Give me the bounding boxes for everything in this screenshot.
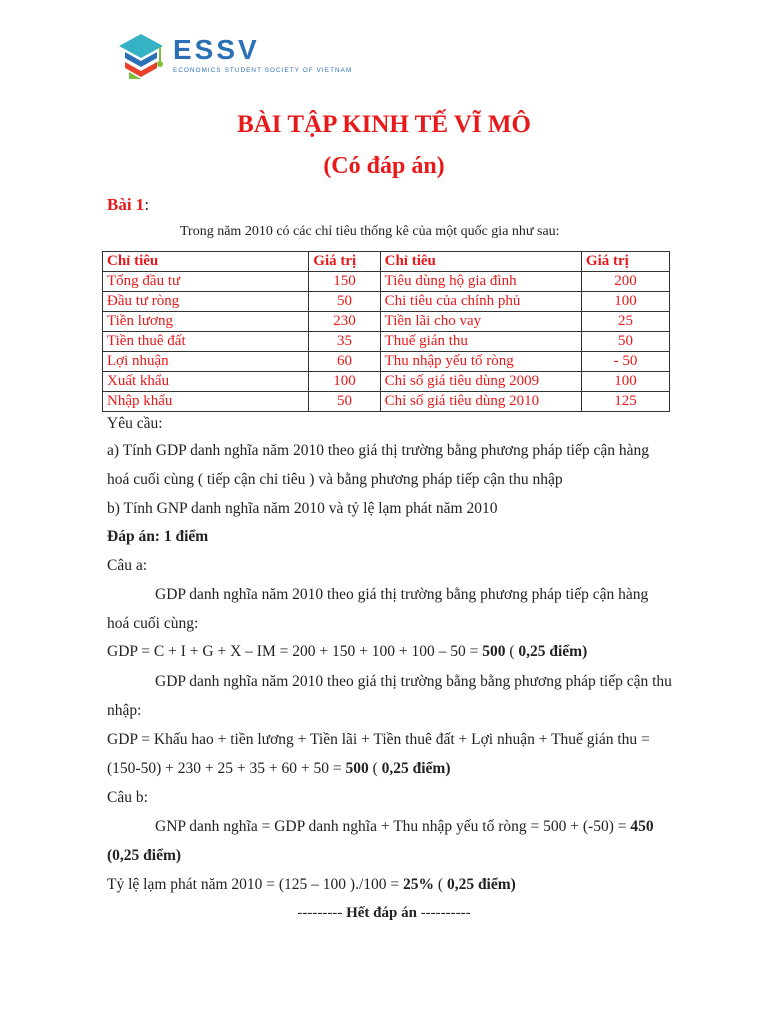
answer-a-formula-1 bbox=[107, 643, 587, 661]
answer-a-explanation-1: GDP danh nghĩa năm 2010 theo giá thị trường bằng phương pháp tiếp cận hàng bbox=[155, 586, 649, 603]
table-cell: Chi tiêu của chính phủ bbox=[380, 292, 581, 312]
table-cell: Tiêu dùng hộ gia đình bbox=[380, 272, 581, 292]
answer-a-explanation-2: GDP danh nghĩa năm 2010 theo giá thị trường bằng bằng phương pháp tiếp cận thu bbox=[155, 673, 672, 690]
table-cell: 60 bbox=[309, 352, 380, 372]
requirement-a-line-1: a) Tính GDP danh nghĩa năm 2010 theo giá thị trường bằng phương pháp tiếp cận hàng bbox=[107, 442, 650, 459]
answer-b-formula-1 bbox=[155, 818, 654, 836]
table-cell: Xuất khẩu bbox=[103, 372, 309, 392]
score: 0,25 điểm) bbox=[381, 760, 451, 777]
answer-b-formula-2 bbox=[107, 876, 516, 894]
logo-name: ESSV bbox=[173, 34, 260, 65]
formula-text: GNP danh nghĩa = GDP danh nghĩa + Thu nhập yếu tố ròng = 500 + (-50) = bbox=[155, 818, 631, 835]
exercise-intro: Trong năm 2010 có các chỉ tiêu thống kê của một quốc gia như sau: bbox=[180, 224, 560, 239]
table-header: Chỉ tiêu bbox=[380, 252, 581, 272]
end-label: Hết đáp án bbox=[346, 905, 417, 921]
exercise-number: Bài 1 bbox=[107, 195, 145, 214]
table-cell: Nhập khẩu bbox=[103, 392, 309, 412]
table-cell: 125 bbox=[581, 392, 669, 412]
formula-text: Tỷ lệ lạm phát năm 2010 = (125 – 100 )./100 = bbox=[107, 876, 404, 893]
table-cell: 100 bbox=[581, 372, 669, 392]
formula-result: 500 bbox=[345, 760, 369, 777]
table-row bbox=[103, 332, 670, 352]
table-row bbox=[103, 272, 670, 292]
end-dashes-left: --------- bbox=[297, 905, 347, 921]
score: 0,25 điểm) bbox=[518, 643, 588, 660]
essv-logo bbox=[115, 30, 375, 82]
formula-result: 500 bbox=[482, 643, 506, 660]
table-header-row bbox=[103, 252, 670, 272]
table-cell: 100 bbox=[581, 292, 669, 312]
table-row bbox=[103, 372, 670, 392]
table-cell: Thu nhập yếu tố ròng bbox=[380, 352, 581, 372]
table-cell: 200 bbox=[581, 272, 669, 292]
table-cell: 50 bbox=[309, 292, 380, 312]
answer-end-marker bbox=[0, 905, 768, 922]
table-row bbox=[103, 312, 670, 332]
table-row bbox=[103, 352, 670, 372]
table-row bbox=[103, 292, 670, 312]
table-cell: Tiền lương bbox=[103, 312, 309, 332]
table-row bbox=[103, 392, 670, 412]
answer-b-score-1 bbox=[107, 847, 181, 865]
exercise-label bbox=[107, 195, 149, 215]
answer-part-b: Câu b: bbox=[107, 789, 148, 806]
table-cell: Tổng đầu tư bbox=[103, 272, 309, 292]
answer-part-a: Câu a: bbox=[107, 557, 148, 574]
table-cell: Chỉ số giá tiêu dùng 2010 bbox=[380, 392, 581, 412]
essv-logo-icon bbox=[115, 30, 167, 82]
score: 0,25 điểm) bbox=[446, 876, 516, 893]
answer-a-formula-2b bbox=[107, 760, 451, 778]
table-cell: Đầu tư ròng bbox=[103, 292, 309, 312]
table-cell: 230 bbox=[309, 312, 380, 332]
statistics-table bbox=[102, 251, 670, 412]
document-subtitle: (Có đáp án) bbox=[323, 153, 445, 179]
formula-result: 450 bbox=[630, 818, 654, 835]
end-dashes-right: ---------- bbox=[416, 905, 471, 921]
table-cell: 35 bbox=[309, 332, 380, 352]
table-cell: 50 bbox=[581, 332, 669, 352]
formula-result: 25% bbox=[403, 876, 435, 893]
table-header: Chỉ tiêu bbox=[103, 252, 309, 272]
requirement-a-line-2: hoá cuối cùng ( tiếp cận chi tiêu ) và bằng phương pháp tiếp cận thu nhập bbox=[107, 471, 563, 488]
requirements-label: Yêu cầu: bbox=[107, 415, 163, 432]
open-paren: ( bbox=[434, 876, 447, 893]
table-cell: Tiền lãi cho vay bbox=[380, 312, 581, 332]
answer-a-explanation-1b: hoá cuối cùng: bbox=[107, 615, 199, 632]
requirement-b: b) Tính GNP danh nghĩa năm 2010 và tỷ lệ lạm phát năm 2010 bbox=[107, 500, 498, 517]
table-cell: - 50 bbox=[581, 352, 669, 372]
table-cell: 100 bbox=[309, 372, 380, 392]
document-title: BÀI TẬP KINH TẾ VĨ MÔ bbox=[237, 111, 531, 138]
open-paren: ( bbox=[505, 643, 519, 660]
table-header: Giá trị bbox=[309, 252, 380, 272]
open-paren: ( bbox=[368, 760, 382, 777]
answer-a-formula-2: GDP = Khấu hao + tiền lương + Tiền lãi + Tiền thuê đất + Lợi nhuận + Thuế gián thu = bbox=[107, 731, 650, 748]
formula-text: (150-50) + 230 + 25 + 35 + 60 + 50 = bbox=[107, 760, 346, 777]
table-cell: Tiền thuê đất bbox=[103, 332, 309, 352]
table-cell: Chỉ số giá tiêu dùng 2009 bbox=[380, 372, 581, 392]
formula-text: GDP = C + I + G + X – IM = 200 + 150 + 100 + 100 – 50 = bbox=[107, 643, 483, 660]
answer-heading-text: Đáp án: 1 điểm bbox=[107, 528, 209, 545]
table-cell: Lợi nhuận bbox=[103, 352, 309, 372]
table-cell: 25 bbox=[581, 312, 669, 332]
table-cell: 150 bbox=[309, 272, 380, 292]
table-header: Giá trị bbox=[581, 252, 669, 272]
answer-a-explanation-2b: nhập: bbox=[107, 702, 142, 719]
exercise-colon: : bbox=[144, 195, 150, 214]
score: (0,25 điểm) bbox=[107, 847, 182, 864]
logo-tagline: ECONOMICS STUDENT SOCIETY OF VIETNAM bbox=[173, 67, 353, 74]
answer-heading bbox=[107, 528, 208, 546]
table-cell: 50 bbox=[309, 392, 380, 412]
table-cell: Thuế gián thu bbox=[380, 332, 581, 352]
